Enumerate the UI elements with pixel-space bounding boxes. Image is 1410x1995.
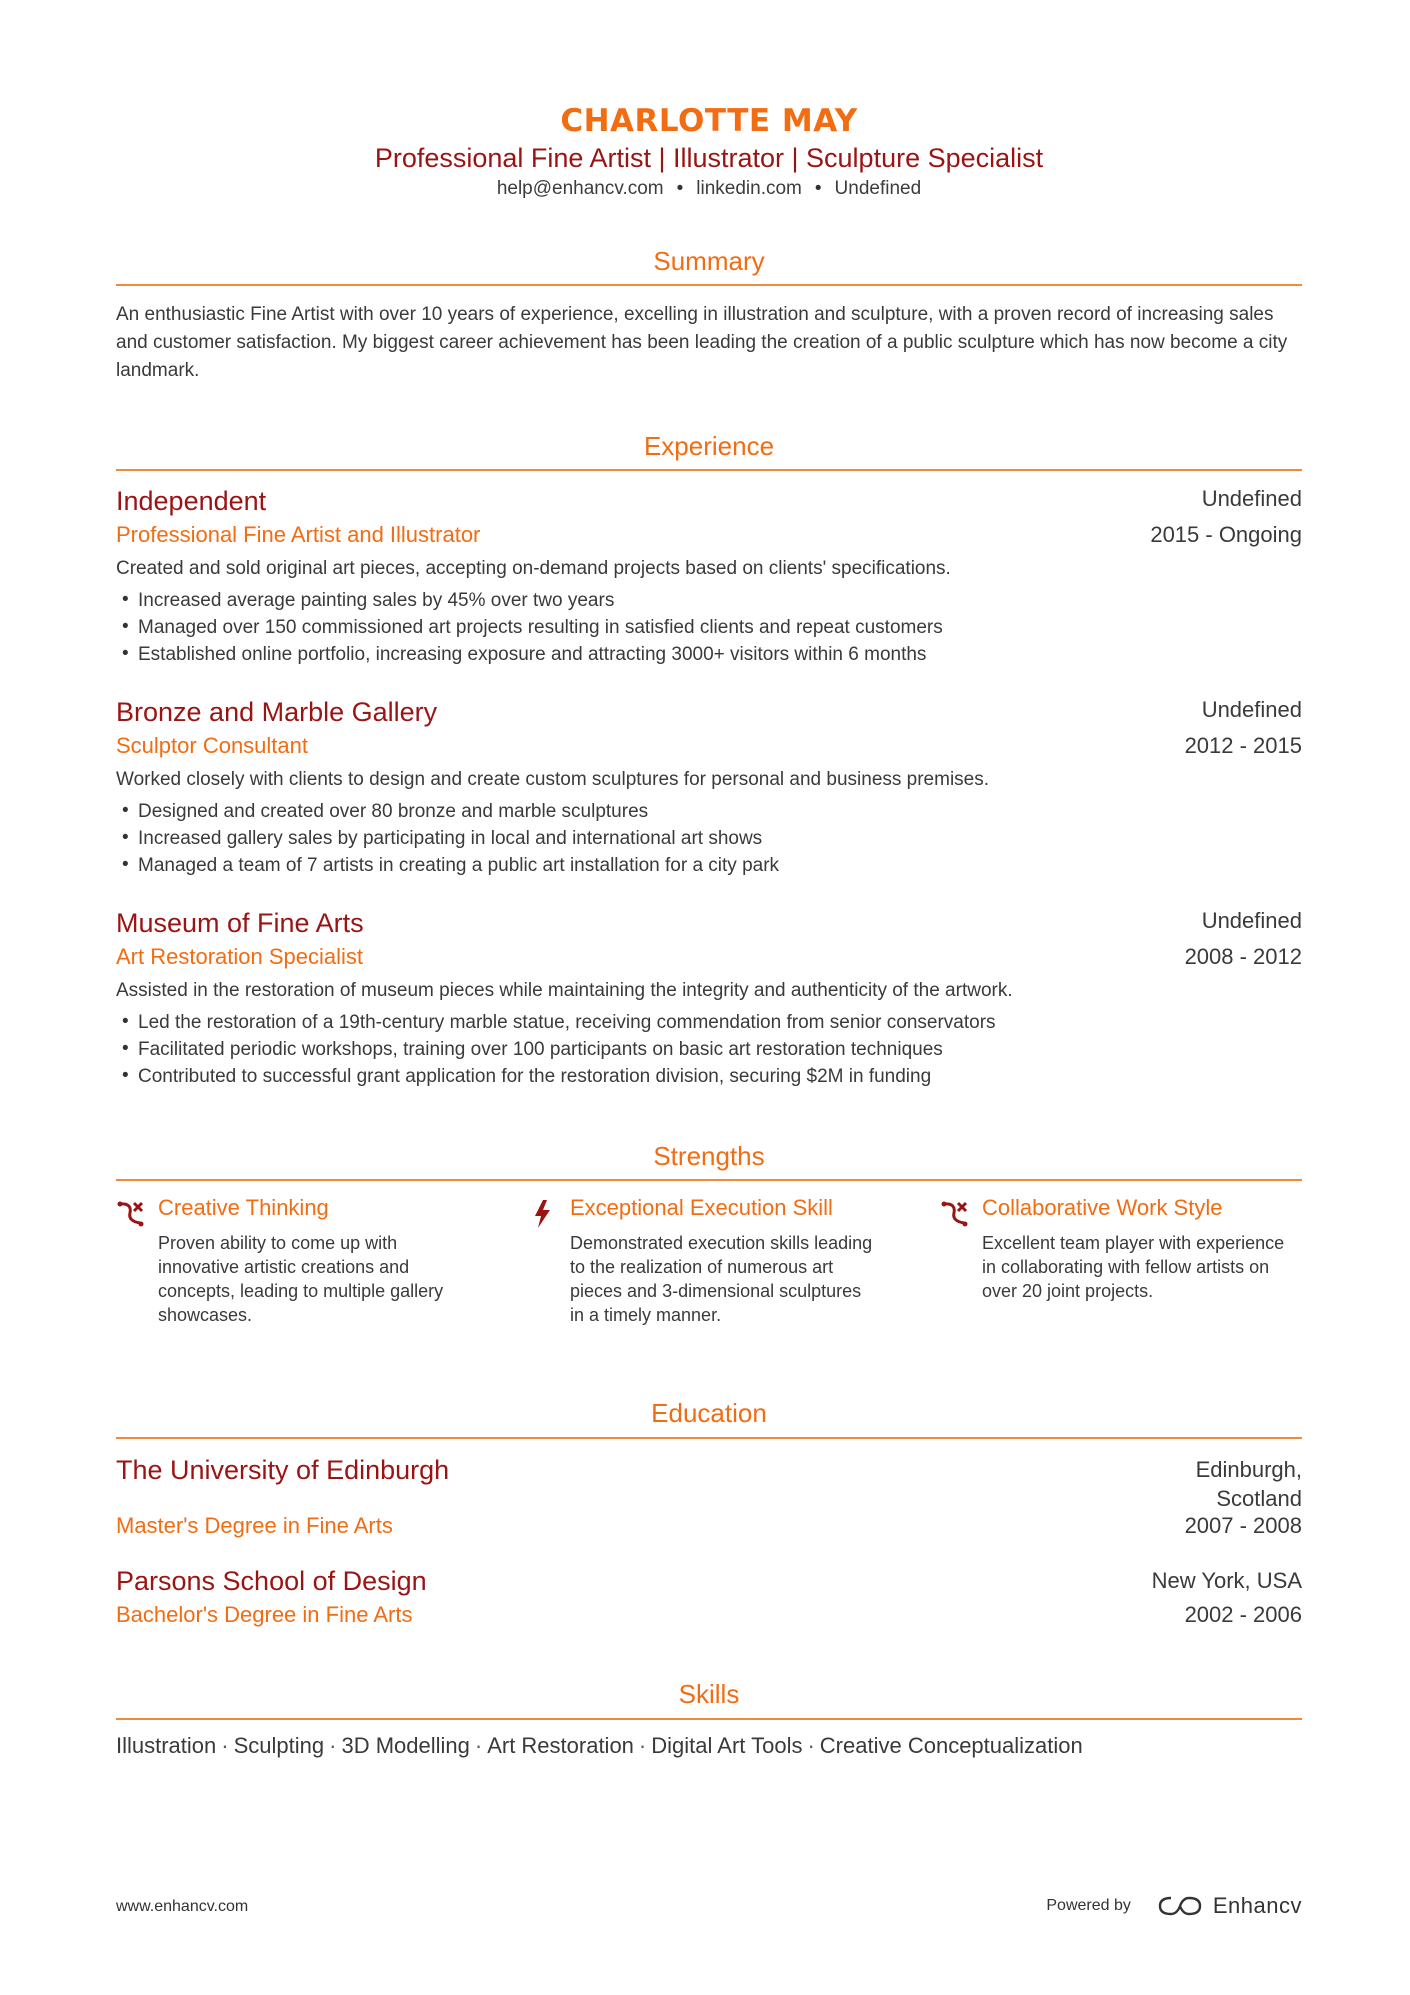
contact-line bbox=[116, 178, 1302, 200]
education-location-line: Scotland bbox=[1216, 1486, 1302, 1511]
skill-separator: · bbox=[638, 1733, 647, 1758]
skills-list bbox=[116, 1733, 1302, 1759]
section-divider bbox=[116, 284, 1302, 286]
education-degree: Bachelor's Degree in Fine Arts bbox=[116, 1602, 413, 1627]
footer-branding bbox=[1046, 1893, 1302, 1919]
experience-location: Undefined bbox=[1201, 486, 1302, 511]
skill-separator: · bbox=[221, 1733, 229, 1758]
experience-bullet: • Managed over 150 commissioned art projects resulting in satisfied clients and repeat customers bbox=[116, 614, 943, 641]
contact-linkedin[interactable]: linkedin.com bbox=[696, 178, 802, 199]
experience-role: Professional Fine Artist and Illustrator bbox=[116, 522, 481, 547]
experience-location: Undefined bbox=[1201, 697, 1302, 722]
experience-location: Undefined bbox=[1201, 908, 1302, 933]
experience-bullet: • Established online portfolio, increasing exposure and attracting 3000+ visitors within 6 months bbox=[116, 641, 943, 668]
strength-description: Excellent team player with experience in collaborating with fellow artists on over 20 joint projects. bbox=[982, 1233, 1285, 1301]
experience-company: Independent bbox=[116, 486, 267, 516]
education-school: The University of Edinburgh bbox=[116, 1455, 450, 1485]
collaboration-path-icon bbox=[940, 1199, 970, 1229]
summary-text: An enthusiastic Fine Artist with over 10 years of experience, excelling in illustration and sculpture, with a proven record of increasing sales and customer satisfaction. My biggest career achievement has been leading the creation of a public sculpture which has now become a city landmark. bbox=[116, 304, 1288, 381]
separator-dot: • bbox=[814, 178, 822, 199]
enhancv-logo-icon bbox=[1157, 1894, 1203, 1918]
section-divider bbox=[116, 1179, 1302, 1181]
experience-role: Sculptor Consultant bbox=[116, 733, 308, 758]
education-location-line: Edinburgh, bbox=[1195, 1457, 1302, 1482]
candidate-name: CHARLOTTE MAY bbox=[560, 103, 858, 139]
education-school: Parsons School of Design bbox=[116, 1566, 427, 1596]
contact-email[interactable]: help@enhancv.com bbox=[496, 178, 664, 199]
experience-bullets bbox=[116, 1009, 996, 1090]
contact-location: Undefined bbox=[834, 178, 922, 199]
education-degree: Master's Degree in Fine Arts bbox=[116, 1513, 393, 1538]
strength-title: Collaborative Work Style bbox=[982, 1195, 1223, 1220]
experience-dates: 2008 - 2012 bbox=[1184, 944, 1302, 969]
experience-bullet: • Managed a team of 7 artists in creating a public art installation for a city park bbox=[116, 852, 779, 879]
section-title-summary: Summary bbox=[653, 246, 765, 276]
footer-website[interactable]: www.enhancv.com bbox=[116, 1898, 249, 1915]
section-divider bbox=[116, 1718, 1302, 1720]
strength-description: Proven ability to come up with innovative artistic creations and concepts, leading to multiple gallery showcases. bbox=[158, 1233, 444, 1325]
experience-description: Worked closely with clients to design and create custom sculptures for personal and business premises. bbox=[116, 769, 990, 790]
education-dates: 2002 - 2006 bbox=[1184, 1602, 1302, 1627]
skill-separator: · bbox=[807, 1733, 815, 1758]
experience-description: Created and sold original art pieces, accepting on-demand projects based on clients' specifications. bbox=[116, 558, 951, 579]
experience-bullet: • Designed and created over 80 bronze and marble sculptures bbox=[116, 798, 779, 825]
experience-dates: 2012 - 2015 bbox=[1184, 733, 1302, 758]
education-location bbox=[1196, 1455, 1302, 1513]
section-title-experience: Experience bbox=[643, 431, 775, 461]
section-title-skills: Skills bbox=[678, 1679, 740, 1709]
skill-item: 3D Modelling bbox=[341, 1733, 470, 1758]
enhancv-brand-name: Enhancv bbox=[1212, 1893, 1302, 1918]
experience-company: Museum of Fine Arts bbox=[116, 908, 364, 938]
section-title-education: Education bbox=[651, 1398, 767, 1428]
experience-company: Bronze and Marble Gallery bbox=[116, 697, 438, 727]
education-dates: 2007 - 2008 bbox=[1184, 1513, 1302, 1538]
section-divider bbox=[116, 469, 1302, 471]
experience-description: Assisted in the restoration of museum pieces while maintaining the integrity and authenticity of the artwork. bbox=[116, 980, 1013, 1001]
skill-item: Creative Conceptualization bbox=[819, 1733, 1083, 1758]
experience-dates: 2015 - Ongoing bbox=[1150, 522, 1302, 547]
strength-description: Demonstrated execution skills leading to the realization of numerous art pieces and 3-dimensional sculptures in a timely manner. bbox=[570, 1233, 873, 1325]
strength-title: Exceptional Execution Skill bbox=[570, 1195, 833, 1220]
section-divider bbox=[116, 1437, 1302, 1439]
powered-by-label: Powered by bbox=[1046, 1897, 1131, 1914]
education-location: New York, USA bbox=[1151, 1568, 1302, 1593]
strength-title: Creative Thinking bbox=[158, 1195, 329, 1220]
experience-role: Art Restoration Specialist bbox=[116, 944, 363, 969]
separator-dot: • bbox=[676, 178, 684, 199]
lightning-bolt-icon bbox=[528, 1199, 558, 1229]
skill-item: Sculpting bbox=[233, 1733, 325, 1758]
skill-separator: · bbox=[474, 1733, 483, 1758]
skill-separator: · bbox=[329, 1733, 337, 1758]
skill-item: Digital Art Tools bbox=[651, 1733, 803, 1758]
skill-item: Illustration bbox=[116, 1733, 217, 1758]
experience-bullet: • Increased average painting sales by 45% over two years bbox=[116, 587, 943, 614]
experience-bullets bbox=[116, 798, 779, 879]
section-title-strengths: Strengths bbox=[653, 1141, 765, 1171]
creative-path-icon bbox=[116, 1199, 146, 1229]
skill-item: Art Restoration bbox=[487, 1733, 634, 1758]
experience-bullet: • Increased gallery sales by participating in local and international art shows bbox=[116, 825, 779, 852]
experience-bullet: • Led the restoration of a 19th-century marble statue, receiving commendation from senior conservators bbox=[116, 1009, 996, 1036]
experience-bullet: • Facilitated periodic workshops, training over 100 participants on basic art restoration techniques bbox=[116, 1036, 996, 1063]
experience-bullets bbox=[116, 587, 943, 668]
candidate-headline: Professional Fine Artist | Illustrator | Sculpture Specialist bbox=[374, 143, 1044, 173]
experience-bullet: • Contributed to successful grant application for the restoration division, securing $2M in funding bbox=[116, 1063, 996, 1090]
